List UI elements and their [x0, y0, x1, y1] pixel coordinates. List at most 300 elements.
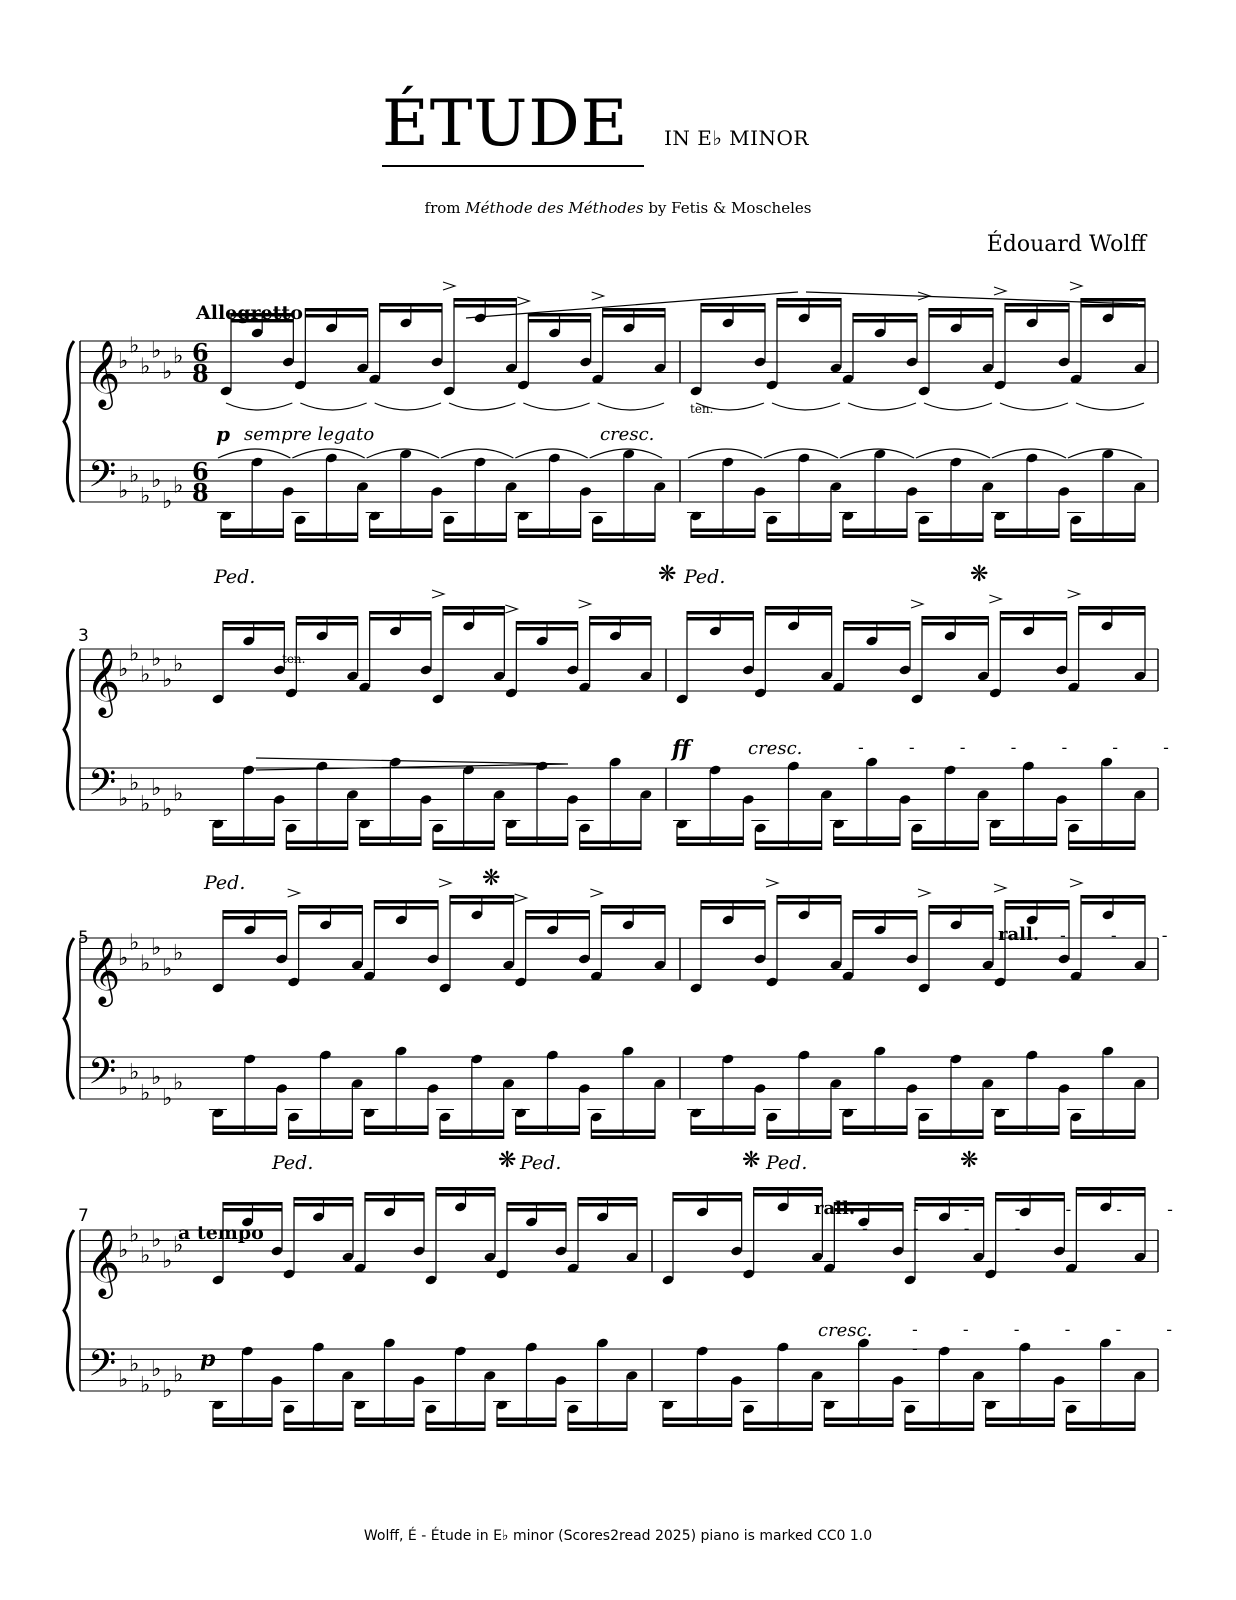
- measure-number: 3: [78, 626, 89, 646]
- note-beam: [223, 621, 284, 625]
- slur: [226, 403, 292, 410]
- note-beam: [777, 901, 841, 905]
- note-beam: [754, 1193, 823, 1197]
- note-beam: [295, 539, 357, 543]
- note-beam: [213, 843, 274, 847]
- note-beam: [754, 1187, 823, 1191]
- note-beam: [1069, 847, 1135, 851]
- note-beam: [1071, 539, 1135, 543]
- note-beam: [223, 910, 287, 914]
- time-signature-top: 6: [192, 457, 209, 486]
- accent-mark: [288, 889, 300, 897]
- tenuto-text: ten.: [690, 402, 714, 416]
- note-beam: [1081, 895, 1145, 899]
- note-beam: [701, 906, 765, 910]
- note-beam: [213, 837, 274, 841]
- note-beam: [1071, 533, 1135, 537]
- subtitle: IN E♭ MINOR: [664, 126, 809, 150]
- dynamic-p: p: [216, 422, 230, 446]
- flat-icon: ♭: [140, 354, 151, 380]
- flat-icon: ♭: [173, 940, 184, 966]
- flat-icon: ♭: [173, 343, 184, 369]
- flat-icon: ♭: [140, 951, 151, 977]
- expression-sempre-legato: sempre legato: [244, 424, 375, 445]
- flat-icon: ♭: [162, 359, 173, 385]
- note-beam: [1005, 303, 1069, 307]
- note-beam: [912, 841, 978, 845]
- flat-icon: ♭: [140, 662, 151, 688]
- note-beam: [767, 539, 831, 543]
- note-beam: [221, 529, 283, 533]
- note-beam: [289, 1130, 353, 1134]
- note-beam: [922, 616, 988, 620]
- rall-dashes: - - -: [1060, 926, 1188, 945]
- note-beam: [516, 1126, 580, 1130]
- note-beam: [853, 313, 917, 317]
- note-beam: [673, 1198, 742, 1202]
- note-beam: [744, 1428, 813, 1432]
- note-beam: [843, 529, 907, 533]
- note-beam: [996, 1192, 1065, 1196]
- note-beam: [677, 843, 743, 847]
- note-beam: [834, 837, 900, 841]
- flat-icon: ♭: [151, 646, 162, 672]
- accent-mark: [1070, 282, 1082, 290]
- note-beam: [990, 837, 1056, 841]
- slur: [523, 403, 589, 410]
- note-beam: [518, 529, 580, 533]
- slur: [688, 449, 762, 458]
- note-beam: [568, 1422, 627, 1426]
- note-beam: [380, 309, 442, 313]
- flat-icon: ♭: [162, 1086, 173, 1111]
- accent-mark: [517, 297, 529, 305]
- cresc-dashes: - - - - - - -: [912, 1320, 1193, 1358]
- note-beam: [294, 1197, 353, 1201]
- flat-icon: ♭: [173, 1070, 184, 1096]
- note-beam: [516, 1132, 580, 1136]
- accent-mark: [989, 595, 1001, 603]
- note-beam: [824, 1424, 893, 1428]
- note-beam: [221, 535, 283, 539]
- note-beam: [986, 1418, 1055, 1422]
- note-beam: [701, 900, 765, 904]
- slur: [848, 403, 916, 410]
- note-beam: [844, 627, 910, 631]
- note-beam: [284, 1422, 343, 1426]
- accent-mark: [432, 590, 444, 598]
- rall-marking: rall.: [998, 924, 1040, 945]
- note-beam: [929, 911, 993, 915]
- note-beam: [286, 841, 347, 845]
- note-beam: [365, 1198, 424, 1202]
- note-beam: [1069, 841, 1135, 845]
- cresc-marking: cresc.: [818, 1320, 873, 1341]
- tenuto-text: ten.: [282, 652, 306, 666]
- note-beam: [436, 1193, 495, 1197]
- flat-icon: ♭: [162, 667, 173, 693]
- accent-mark: [592, 292, 604, 300]
- note-beam: [1000, 617, 1066, 621]
- flat-icon: ♭: [162, 956, 173, 982]
- note-beam: [294, 1203, 353, 1207]
- note-beam: [929, 905, 993, 909]
- note-beam: [1081, 298, 1145, 302]
- flat-icon: ♭: [118, 946, 129, 971]
- flat-icon: ♭: [118, 1367, 129, 1393]
- note-beam: [990, 843, 1056, 847]
- bass-clef-icon: 𝄢: [88, 1050, 117, 1102]
- note-beam: [744, 1422, 813, 1426]
- note-beam: [601, 911, 665, 915]
- treble-clef-icon: 𝄞: [86, 339, 121, 407]
- note-beam: [919, 1130, 983, 1134]
- note-beam: [213, 1424, 272, 1428]
- note-beam: [590, 622, 651, 626]
- flat-icon: ♭: [129, 1059, 140, 1085]
- flat-icon: ♭: [173, 473, 184, 499]
- slur: [1076, 403, 1144, 410]
- note-beam: [687, 611, 753, 615]
- pedal-release: ❋: [658, 562, 677, 587]
- flat-icon: ♭: [118, 1075, 129, 1101]
- accent-mark: [590, 889, 602, 897]
- accent-mark: [439, 879, 451, 887]
- note-beam: [853, 916, 917, 920]
- slur: [300, 403, 366, 410]
- note-beam: [843, 1132, 907, 1136]
- treble-clef-icon: 𝄞: [86, 1228, 121, 1296]
- note-beam: [929, 314, 993, 318]
- note-beam: [691, 1126, 755, 1130]
- note-beam: [1081, 304, 1145, 308]
- note-beam: [370, 611, 431, 615]
- rall-marking: rall.: [814, 1198, 856, 1219]
- treble-clef-icon: 𝄞: [86, 936, 121, 1004]
- flat-icon: ♭: [118, 349, 129, 374]
- note-beam: [995, 1132, 1059, 1136]
- flat-icon: ♭: [140, 1372, 151, 1398]
- flat-icon: ♭: [162, 1378, 173, 1403]
- flat-icon: ♭: [140, 483, 151, 509]
- note-beam: [919, 539, 983, 543]
- note-beam: [578, 1197, 637, 1201]
- a-tempo-marking: a tempo: [178, 1222, 264, 1244]
- pedal-mark: Ped.: [272, 1152, 314, 1174]
- note-beam: [767, 533, 831, 537]
- note-beam: [603, 314, 665, 318]
- note-beam: [767, 1130, 831, 1134]
- note-beam: [677, 837, 743, 841]
- bass-clef-icon: 𝄢: [88, 453, 117, 505]
- note-beam: [360, 837, 421, 841]
- flat-icon: ♭: [151, 1357, 162, 1382]
- note-beam: [370, 617, 431, 621]
- note-beam: [296, 622, 357, 626]
- note-beam: [516, 621, 577, 625]
- note-beam: [426, 1428, 485, 1432]
- note-beam: [663, 1418, 732, 1422]
- note-beam: [701, 303, 765, 307]
- note-beam: [593, 539, 655, 543]
- flat-icon: ♭: [151, 776, 162, 801]
- note-beam: [443, 612, 504, 616]
- note-beam: [1066, 1422, 1135, 1426]
- note-beam: [497, 1418, 556, 1422]
- note-beam: [516, 627, 577, 631]
- flat-icon: ♭: [162, 1248, 173, 1274]
- pedal-mark: Ped.: [520, 1152, 562, 1174]
- note-beam: [528, 319, 590, 323]
- flat-icon: ♭: [140, 1243, 151, 1269]
- measure-number: 7: [78, 1206, 89, 1226]
- slur: [1000, 403, 1068, 410]
- note-beam: [433, 847, 494, 851]
- note-beam: [365, 1192, 424, 1196]
- note-beam: [777, 304, 841, 308]
- note-beam: [912, 847, 978, 851]
- note-beam: [1076, 1187, 1145, 1191]
- treble-clef-icon: 𝄞: [86, 647, 121, 715]
- note-beam: [380, 303, 442, 307]
- pedal-mark: Ped.: [766, 1152, 808, 1174]
- note-beam: [526, 910, 590, 914]
- note-beam: [223, 916, 287, 920]
- note-beam: [1005, 906, 1069, 910]
- flat-icon: ♭: [129, 770, 140, 796]
- accent-mark: [443, 282, 455, 290]
- note-beam: [1076, 1193, 1145, 1197]
- note-beam: [986, 1424, 1055, 1428]
- note-beam: [765, 612, 831, 616]
- accent-mark: [579, 600, 591, 608]
- cresc-marking: cresc.: [600, 424, 655, 445]
- accent-mark: [515, 894, 527, 902]
- note-beam: [213, 1126, 277, 1130]
- slur: [598, 403, 664, 410]
- note-beam: [590, 616, 651, 620]
- note-beam: [433, 841, 494, 845]
- note-beam: [518, 535, 580, 539]
- note-beam: [905, 1422, 974, 1426]
- note-beam: [755, 841, 821, 845]
- accent-mark: [918, 889, 930, 897]
- time-signature-bottom: 8: [192, 359, 209, 388]
- flat-icon: ♭: [151, 1065, 162, 1090]
- note-beam: [673, 1192, 742, 1196]
- flat-icon: ♭: [173, 1362, 184, 1388]
- note-beam: [526, 916, 590, 920]
- brace: [64, 938, 74, 1099]
- flat-icon: ♭: [173, 1232, 184, 1258]
- composer: Édouard Wolff: [986, 232, 1146, 257]
- note-beam: [295, 533, 357, 537]
- pedal-release: ❋: [498, 1148, 517, 1173]
- note-beam: [454, 304, 516, 308]
- note-beam: [580, 847, 641, 851]
- note-beam: [701, 309, 765, 313]
- accent-mark: [766, 879, 778, 887]
- note-beam: [360, 843, 421, 847]
- note-beam: [853, 319, 917, 323]
- bass-clef-icon: 𝄢: [88, 1342, 117, 1394]
- slur: [772, 403, 840, 410]
- note-beam: [1079, 606, 1145, 610]
- note-beam: [443, 606, 504, 610]
- note-beam: [691, 535, 755, 539]
- note-beam: [1081, 901, 1145, 905]
- note-beam: [1079, 612, 1145, 616]
- pedal-release: ❋: [482, 866, 501, 891]
- accent-mark: [994, 287, 1006, 295]
- note-beam: [995, 1126, 1059, 1130]
- cresc-dashes: - - - - - - -: [858, 738, 1189, 757]
- flat-icon: ♭: [151, 1227, 162, 1253]
- note-beam: [1066, 1428, 1135, 1432]
- note-beam: [284, 1428, 343, 1432]
- note-beam: [289, 1136, 353, 1140]
- note-beam: [374, 900, 438, 904]
- note-beam: [844, 621, 910, 625]
- flat-icon: ♭: [173, 651, 184, 677]
- slur: [924, 403, 992, 410]
- note-beam: [450, 901, 514, 905]
- note-beam: [364, 1126, 428, 1130]
- note-beam: [843, 1126, 907, 1130]
- flat-icon: ♭: [129, 641, 140, 667]
- note-beam: [591, 1130, 655, 1134]
- note-beam: [299, 905, 363, 909]
- note-beam: [213, 1132, 277, 1136]
- accent-mark: [911, 600, 923, 608]
- note-beam: [663, 1424, 732, 1428]
- slur: [218, 449, 290, 458]
- note-beam: [601, 905, 665, 909]
- license-footer: Wolff, É - Étude in E♭ minor (Scores2read 2025) piano is marked CC0 1.0: [363, 1528, 873, 1544]
- title: ÉTUDE: [382, 87, 629, 161]
- flat-icon: ♭: [129, 930, 140, 956]
- note-beam: [767, 1136, 831, 1140]
- note-beam: [370, 535, 432, 539]
- note-beam: [1005, 900, 1069, 904]
- source-suffix: by Fetis & Moscheles: [643, 199, 812, 217]
- note-beam: [528, 313, 590, 317]
- flat-icon: ♭: [129, 333, 140, 359]
- note-beam: [1071, 1130, 1135, 1134]
- rall-dashes: - - - - - - - - - - -: [862, 1200, 1193, 1238]
- time-signature-bottom: 8: [192, 478, 209, 507]
- slur: [375, 403, 441, 410]
- note-beam: [223, 1208, 282, 1212]
- flat-icon: ♭: [162, 797, 173, 822]
- flat-icon: ♭: [118, 1238, 129, 1263]
- note-beam: [223, 1202, 282, 1206]
- note-beam: [929, 308, 993, 312]
- note-beam: [691, 529, 755, 533]
- flat-icon: ♭: [129, 1222, 140, 1248]
- note-beam: [834, 843, 900, 847]
- note-beam: [223, 627, 284, 631]
- flat-icon: ♭: [151, 468, 162, 493]
- note-beam: [444, 533, 506, 537]
- note-beam: [364, 1132, 428, 1136]
- pedal-mark: Ped.: [214, 566, 256, 588]
- accent-mark: [1070, 879, 1082, 887]
- flat-icon: ♭: [129, 1351, 140, 1377]
- note-beam: [578, 1203, 637, 1207]
- pedal-mark: Ped.: [204, 872, 246, 894]
- accent-mark: [1068, 590, 1080, 598]
- note-beam: [426, 1422, 485, 1426]
- accent-mark: [505, 605, 517, 613]
- slur: [441, 449, 513, 458]
- note-beam: [436, 1187, 495, 1191]
- note-beam: [374, 906, 438, 910]
- note-beam: [777, 895, 841, 899]
- time-signature-top: 6: [192, 338, 209, 367]
- note-beam: [824, 1418, 893, 1422]
- flat-icon: ♭: [173, 781, 184, 807]
- note-beam: [497, 1424, 556, 1428]
- flat-icon: ♭: [140, 791, 151, 817]
- pedal-mark: Ped.: [684, 566, 726, 588]
- note-beam: [568, 1428, 627, 1432]
- note-beam: [1005, 309, 1069, 313]
- note-beam: [296, 616, 357, 620]
- note-beam: [995, 529, 1059, 533]
- flat-icon: ♭: [151, 935, 162, 961]
- brace: [64, 341, 74, 502]
- note-beam: [1000, 611, 1066, 615]
- note-beam: [843, 535, 907, 539]
- flat-icon: ♭: [151, 338, 162, 364]
- note-beam: [995, 535, 1059, 539]
- bass-clef-icon: 𝄢: [88, 761, 117, 813]
- brace: [64, 649, 74, 810]
- flat-icon: ♭: [118, 478, 129, 504]
- flat-icon: ♭: [118, 786, 129, 812]
- dynamic-ff: ff: [672, 736, 691, 762]
- note-beam: [755, 847, 821, 851]
- note-beam: [305, 314, 367, 318]
- flat-icon: ♭: [118, 657, 129, 682]
- note-beam: [919, 533, 983, 537]
- note-beam: [765, 606, 831, 610]
- flat-icon: ♭: [140, 1080, 151, 1106]
- note-beam: [777, 298, 841, 302]
- measure-number: 5: [78, 928, 89, 948]
- note-beam: [691, 1132, 755, 1136]
- note-beam: [591, 1136, 655, 1140]
- note-beam: [593, 533, 655, 537]
- note-beam: [444, 539, 506, 543]
- note-beam: [506, 837, 567, 841]
- note-beam: [853, 910, 917, 914]
- note-beam: [355, 1418, 414, 1422]
- pedal-release: ❋: [960, 1148, 979, 1173]
- note-beam: [507, 1208, 566, 1212]
- source-prefix: from: [424, 199, 466, 217]
- note-beam: [580, 841, 641, 845]
- note-beam: [305, 308, 367, 312]
- brace: [64, 1230, 74, 1391]
- accent-mark: [994, 884, 1006, 892]
- note-beam: [286, 847, 347, 851]
- note-beam: [507, 1202, 566, 1206]
- dynamic-p: p: [200, 1346, 216, 1372]
- note-beam: [1071, 1136, 1135, 1140]
- flat-icon: ♭: [162, 489, 173, 514]
